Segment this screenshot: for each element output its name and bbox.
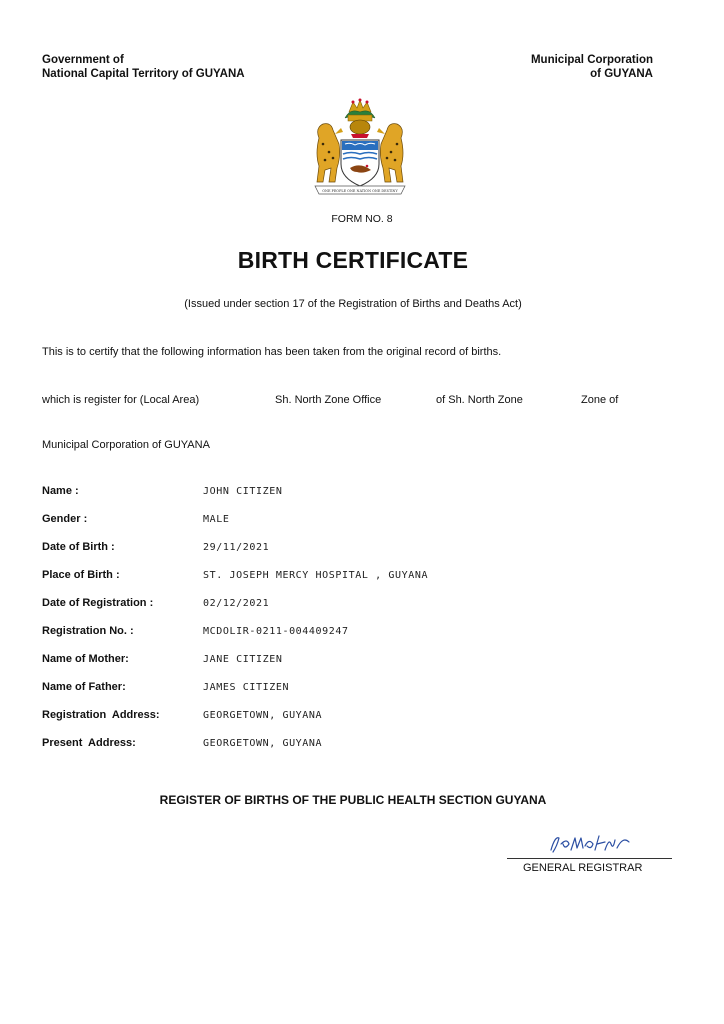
field-row-father-name (42, 681, 642, 709)
field-row-place-of-birth (42, 569, 642, 597)
form-number: FORM NO. 8 (331, 213, 393, 225)
field-label: Gender : (42, 513, 88, 525)
field-value: GEORGETOWN, GUYANA (203, 710, 323, 721)
signature-line (507, 858, 672, 859)
field-label: Name of Mother: (42, 653, 129, 665)
field-row-gender (42, 513, 642, 541)
registrar-role: GENERAL REGISTRAR (523, 862, 643, 874)
field-value: 29/11/2021 (203, 542, 270, 553)
field-row-date-of-registration (42, 597, 642, 625)
emblem-motto: ONE PEOPLE ONE NATION ONE DESTINY (322, 189, 398, 193)
field-value: ST. JOSEPH MERCY HOSPITAL , GUYANA (203, 570, 429, 581)
field-row-date-of-birth (42, 541, 642, 569)
field-label: Present Address: (42, 737, 136, 749)
register-line-prefix: which is register for (Local Area) (42, 394, 200, 406)
field-row-name (42, 485, 642, 513)
document-title: BIRTH CERTIFICATE (237, 247, 469, 273)
signature-icon (545, 832, 635, 856)
certificate-fields (42, 485, 642, 765)
field-label: Date of Birth : (42, 541, 115, 553)
field-label: Name of Father: (42, 681, 126, 693)
field-row-present-address (42, 737, 642, 765)
field-value: MCDOLIR-0211-004409247 (203, 626, 349, 637)
field-value: MALE (203, 514, 230, 525)
register-title: REGISTER OF BIRTHS OF THE PUBLIC HEALTH SECTION GUYANA (159, 793, 547, 807)
field-row-registration-number (42, 625, 642, 653)
field-label: Registration No. : (42, 625, 134, 637)
field-label: Name : (42, 485, 79, 497)
field-label: Date of Registration : (42, 597, 154, 609)
register-line-zone: of Sh. North Zone (436, 394, 523, 406)
issued-under-note: (Issued under section 17 of the Registration of Births and Deaths Act) (184, 298, 522, 310)
header-right-line2: of GUYANA (590, 68, 653, 80)
header-right (531, 53, 653, 81)
field-value: JOHN CITIZEN (203, 486, 283, 497)
field-row-mother-name (42, 653, 642, 681)
field-row-registration-address (42, 709, 642, 737)
field-value: GEORGETOWN, GUYANA (203, 738, 323, 749)
field-value: 02/12/2021 (203, 598, 270, 609)
field-label: Place of Birth : (42, 569, 120, 581)
register-line-suffix: Zone of (581, 394, 619, 406)
field-value: JAMES CITIZEN (203, 682, 290, 693)
header-left-line2: National Capital Territory of GUYANA (42, 68, 245, 80)
certify-statement: This is to certify that the following information has been taken from the original record of births. (42, 346, 502, 358)
field-label: Registration Address: (42, 709, 160, 721)
header-right-line1: Municipal Corporation (530, 54, 653, 66)
header-left-line1: Government of (42, 54, 124, 66)
field-value: JANE CITIZEN (203, 654, 283, 665)
coat-of-arms-icon (305, 98, 415, 196)
header-left (42, 53, 245, 81)
register-line-office: Sh. North Zone Office (275, 394, 382, 406)
municipal-line: Municipal Corporation of GUYANA (42, 439, 210, 451)
